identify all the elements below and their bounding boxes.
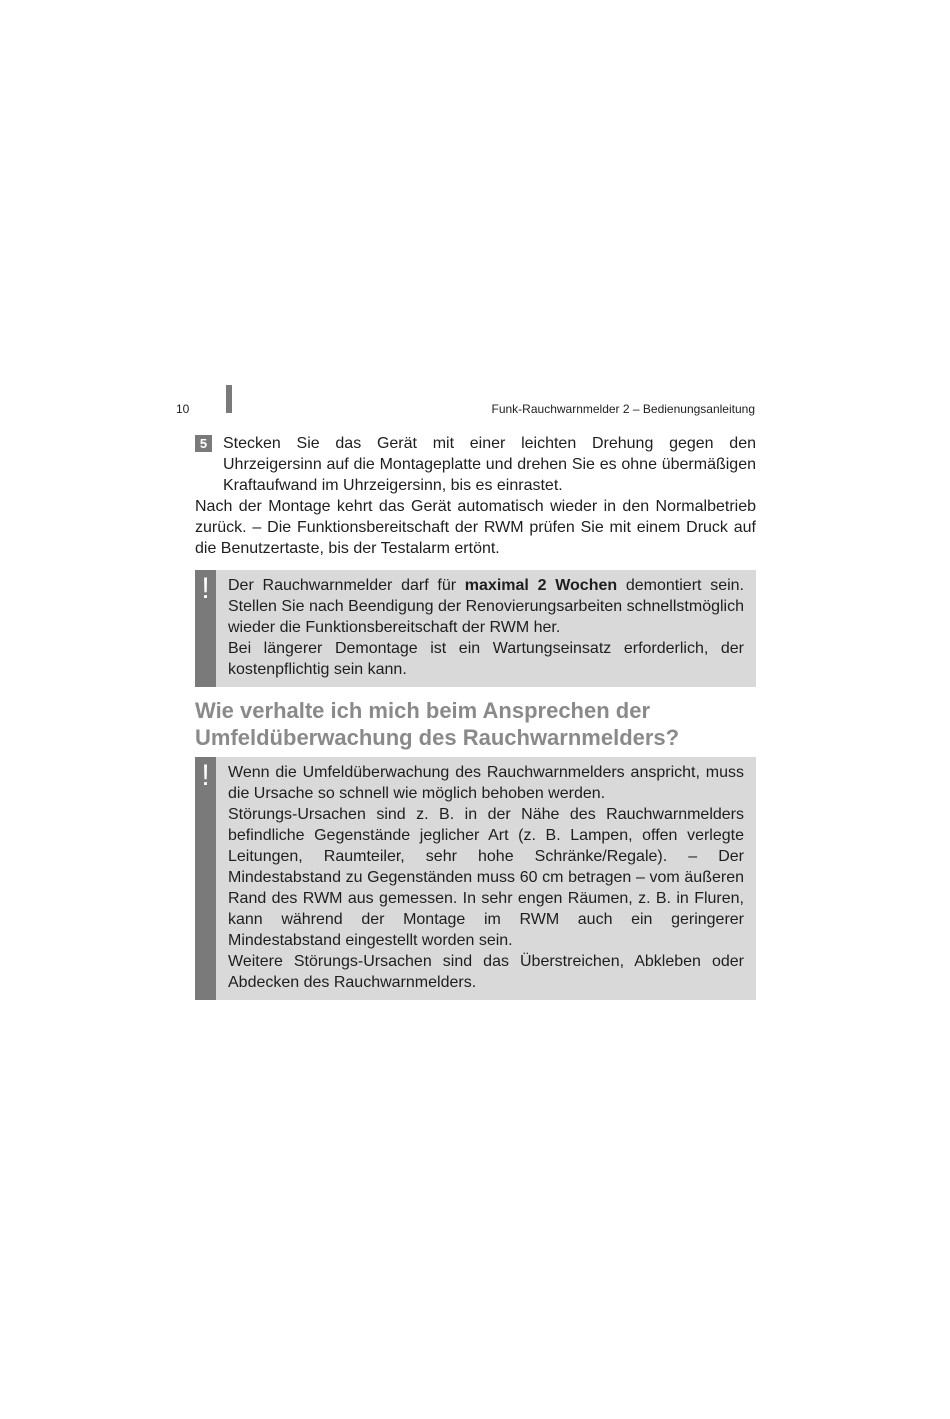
running-header-title: Funk-Rauchwarnmelder 2 – Bedienungsanleitung [491, 402, 755, 416]
warning-bold-duration: maximal 2 Wochen [464, 577, 618, 594]
section-heading: Wie verhalte ich mich beim Ansprechen der Umfeldüberwachung des Rauchwarnmelders? [195, 698, 680, 750]
warning-intro-text: Wenn die Umfeldüberwachung des Rauchwarnmelders anspricht, muss die Ursache so schnell wie möglich behoben werden. [228, 764, 744, 802]
exclamation-icon: ! [201, 572, 210, 605]
warning-bar [195, 570, 216, 687]
step-number-badge: 5 [195, 435, 212, 452]
chapter-marker-bar [226, 385, 232, 413]
after-mount-paragraph: Nach der Montage kehrt das Gerät automatisch wieder in den Normalbetrieb zurück. – Die Funktionsbereitschaft der RWM prüfen Sie mit einem Druck auf die Benutzertaste, bis der Testalarm ertönt. [195, 498, 756, 557]
warning-maintenance-text: Bei längerer Demontage ist ein Wartungseinsatz erforderlich, der kostenpflichtig sein kann. [228, 640, 744, 678]
warning-box-demount [195, 570, 756, 687]
warning-body [216, 570, 756, 687]
warning-bar [195, 757, 216, 1000]
warning-demount-text: Der Rauchwarnmelder darf für maximal 2 Wochen demontiert sein. Stellen Sie nach Beendigung der Renovierungsarbeiten schnellstmöglich wieder die Funktionsbereitschaft der RWM her. [228, 577, 744, 636]
page-content [195, 433, 756, 1000]
warning-causes-text: Störungs-Ursachen sind z. B. in der Nähe des Rauchwarnmelders befindliche Gegenstände jeglicher Art (z. B. Lampen, offen verlegte Leitungen, Raumteiler, sehr hohe Schränke/Regale). – Der Mindestabstand zu Gegenständen muss 60 cm betragen – vom äußeren Rand des RWM aus gemessen. In sehr engen Räumen, z. B. in Fluren, kann während der Montage im RWM auch ein geringerer Mindestabstand eingestellt worden sein. [228, 806, 744, 949]
step-5 [195, 433, 756, 496]
exclamation-icon: ! [201, 759, 210, 792]
step-5-text: Stecken Sie das Gerät mit einer leichten Drehung gegen den Uhrzeigersinn auf die Montageplatte und drehen Sie es ohne übermäßigen Kraftaufwand im Uhrzeigersinn, bis es einrastet. [223, 435, 756, 494]
page-number: 10 [176, 402, 190, 416]
warning-further-causes-text: Weitere Störungs-Ursachen sind das Überstreichen, Abkleben oder Abdecken des Rauchwarnmelders. [228, 953, 744, 991]
warning-box-environment [195, 757, 756, 1000]
warning-body [216, 757, 756, 1000]
